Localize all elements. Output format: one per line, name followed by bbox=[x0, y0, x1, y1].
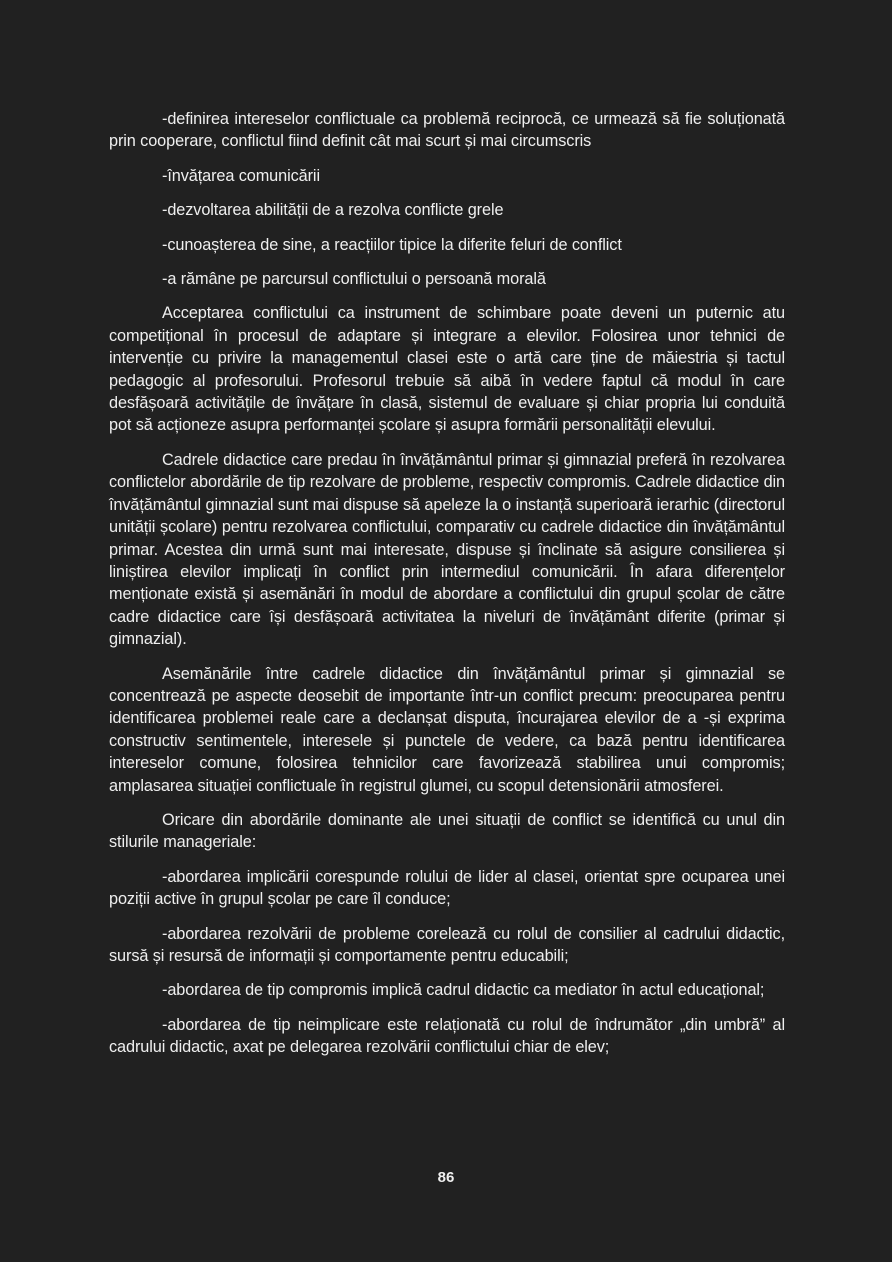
paragraph-managerial-styles: Oricare din abordările dominante ale unei situații de conflict se identifică cu unul din stilurile manageriale: bbox=[109, 810, 785, 852]
list-item-learning-communication: -învățarea comunicării bbox=[162, 166, 320, 185]
list-item-compromise: -abordarea de tip compromis implică cadrul didactic ca mediator în actul educațional; bbox=[162, 981, 765, 1000]
paragraph-teacher-approaches: Cadrele didactice care predau în învățământul primar și gimnazial preferă în rezolvarea conflictelor abordările de tip rezolvare de probleme, respectiv compromis. Cadrele didactice din învățământul gimnazial sunt mai dispuse să apeleze la o instanță superioară ierarhic (directorul unității școlare) pentru rezolvarea conflictului, comparativ cu cadrele didactice din învățământul primar. Acestea din urmă sunt mai interesate, dispuse și înclinate să asigure consilierea și liniștirea elevilor implicați în conflict prin intermediul comunicării. În afara diferențelor menționate există și asemănări în modul de abordare a conflictului din grupul școlar de către cadre didactice care își desfășoară activitatea la niveluri de învățământ diferite (primar și gimnazial). bbox=[109, 450, 785, 649]
page-body bbox=[109, 108, 785, 1071]
list-item-conflict-skills: -dezvoltarea abilității de a rezolva conflicte grele bbox=[162, 201, 504, 220]
list-item-involvement: -abordarea implicării corespunde rolului de lider al clasei, orientat spre ocuparea unei poziții active în grupul școlar pe care îl conduce; bbox=[109, 867, 785, 909]
paragraph-accepting-conflict: Acceptarea conflictului ca instrument de schimbare poate deveni un puternic atu competițional în procesul de adaptare și integrare a elevilor. Folosirea unor tehnici de intervenție cu privire la managementul clasei este o artă care ține de măiestria și tactul pedagogic al profesorului. Profesorul trebuie să aibă în vedere faptul că modul în care desfășoară activitățile de învățare în clasă, sistemul de evaluare și chiar propria lui conduită pot să acționeze asupra performanței școlare și asupra formării personalității elevului. bbox=[109, 304, 785, 435]
list-item-moral-person: -a rămâne pe parcursul conflictului o persoană morală bbox=[162, 270, 546, 289]
list-item-defining-interests: -definirea intereselor conflictuale ca problemă reciprocă, ce urmează să fie soluționată prin cooperare, conflictul fiind definit cât mai scurt și mai circumscris bbox=[109, 110, 785, 151]
page-number: 86 bbox=[437, 1169, 455, 1186]
list-item-self-knowledge: -cunoașterea de sine, a reacțiilor tipice la diferite feluri de conflict bbox=[162, 235, 622, 254]
list-item-non-involvement: -abordarea de tip neimplicare este relaționată cu rolul de îndrumător „din umbră” al cadrului didactic, axat pe delegarea rezolvării conflictului chiar de elev; bbox=[109, 1015, 785, 1057]
list-item-problem-solving: -abordarea rezolvării de probleme corelează cu rolul de consilier al cadrului didactic, sursă și resursă de informații și comportamente pentru educabili; bbox=[109, 924, 785, 965]
paragraph-similarities: Asemănările între cadrele didactice din învățământul primar și gimnazial se concentrează pe aspecte deosebit de importante într-un conflict precum: preocuparea pentru identificarea problemei reale care a declanșat disputa, încurajarea elevilor de a -și exprima constructiv sentimentele, interesele și punctele de vedere, ca bază pentru identificarea intereselor comune, folosirea tehnicilor care favorizează stabilirea unui compromis; amplasarea situației conflictuale în registrul glumei, cu scopul detensionării atmosferei. bbox=[109, 664, 785, 795]
